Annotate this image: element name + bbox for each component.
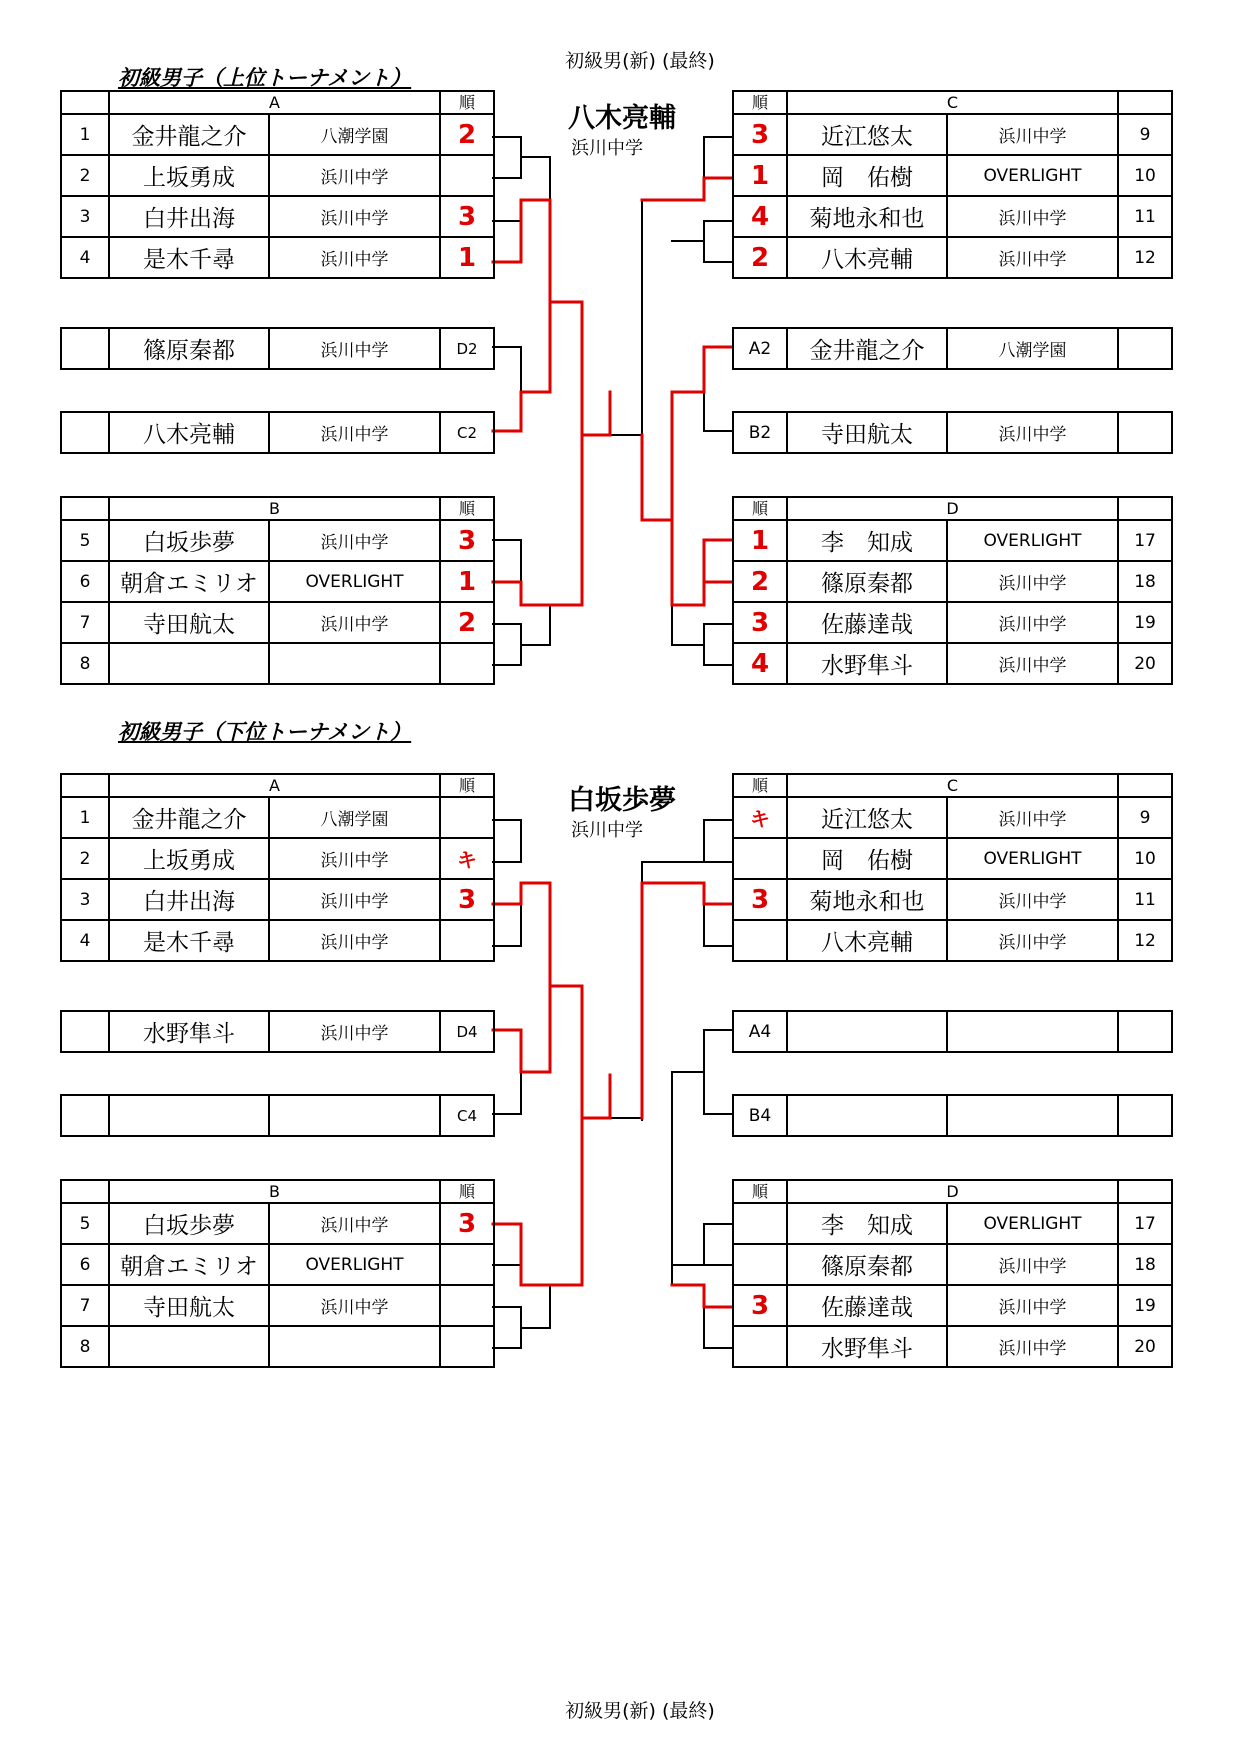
table-cell: OVERLIGHT <box>947 520 1118 561</box>
lower-b-final <box>521 1285 550 1328</box>
upper-group-a <box>60 90 495 279</box>
lower-wild-l1 <box>60 1010 495 1053</box>
lower-wild-pair <box>493 1030 521 1114</box>
table-cell: 水野隼斗 <box>787 643 947 684</box>
table-cell: 浜川中学 <box>947 114 1118 155</box>
table-cell: 3 <box>61 196 109 237</box>
table-cell: B <box>109 1180 440 1203</box>
table-row <box>61 797 494 838</box>
table-cell: 9 <box>1118 797 1172 838</box>
lower-group-c <box>732 773 1173 962</box>
table-cell <box>787 1095 947 1136</box>
lower-a-pair2 <box>493 904 521 946</box>
table-cell: 18 <box>1118 561 1172 602</box>
table-cell: 浜川中学 <box>269 879 440 920</box>
table-cell <box>1118 412 1172 453</box>
table-cell: 菊地永和也 <box>787 196 947 237</box>
table-cell: 白井出海 <box>109 196 269 237</box>
table-cell <box>440 797 494 838</box>
table-cell: B4 <box>733 1095 787 1136</box>
table-cell <box>733 920 787 961</box>
upper-title: 初級男子（上位トーナメント） <box>118 66 412 90</box>
lower-d-adv <box>672 1285 732 1307</box>
table-cell: 20 <box>1118 643 1172 684</box>
table-row <box>61 1203 494 1244</box>
table-cell: D <box>787 1180 1118 1203</box>
table-cell: 八潮学園 <box>947 328 1118 369</box>
upper-b-pair2 <box>493 624 521 665</box>
table-row <box>733 879 1172 920</box>
table-cell: 浜川中学 <box>947 920 1118 961</box>
table-cell <box>440 643 494 684</box>
table-cell: 浜川中学 <box>947 561 1118 602</box>
table-row <box>61 237 494 278</box>
lower-winner-name: 白坂歩夢 <box>568 785 676 816</box>
upper-c-pair1 <box>704 137 732 178</box>
table-cell <box>733 1203 787 1244</box>
table-row <box>733 1180 1172 1203</box>
table-cell: キ <box>440 838 494 879</box>
table-cell: 岡 佑樹 <box>787 155 947 196</box>
table-cell: 浜川中学 <box>947 1326 1118 1367</box>
lower-group-d <box>732 1179 1173 1368</box>
table-cell <box>61 412 109 453</box>
table-cell: OVERLIGHT <box>269 561 440 602</box>
table-cell: 浜川中学 <box>269 412 440 453</box>
table-cell: 浜川中学 <box>269 328 440 369</box>
table-row <box>733 920 1172 961</box>
table-cell: 佐藤達哉 <box>787 1285 947 1326</box>
table-row <box>733 1095 1172 1136</box>
table-cell: 17 <box>1118 520 1172 561</box>
table-row <box>733 838 1172 879</box>
lower-wild-r2 <box>732 1094 1173 1137</box>
table-cell: 白坂歩夢 <box>109 1203 269 1244</box>
lower-group-b <box>60 1179 495 1368</box>
table-cell: 1 <box>733 155 787 196</box>
table-cell: 4 <box>61 920 109 961</box>
upper-c-pair2 <box>704 221 732 262</box>
table-cell <box>440 155 494 196</box>
table-cell: 順 <box>733 497 787 520</box>
table-cell: B <box>109 497 440 520</box>
table-cell: D4 <box>440 1011 494 1052</box>
table-cell: 浜川中学 <box>269 520 440 561</box>
table-cell <box>269 1095 440 1136</box>
upper-winner-school: 浜川中学 <box>571 138 643 159</box>
table-cell: 白井出海 <box>109 879 269 920</box>
table-cell: 八木亮輔 <box>109 412 269 453</box>
table-cell <box>733 1326 787 1367</box>
upper-winner-name: 八木亮輔 <box>568 103 676 134</box>
table-cell: 浜川中学 <box>947 879 1118 920</box>
group-label: A <box>109 91 440 114</box>
table-row <box>61 412 494 453</box>
table-cell <box>1118 91 1172 114</box>
table-cell: 金井龍之介 <box>109 114 269 155</box>
table-row <box>733 561 1172 602</box>
table-cell <box>1118 1180 1172 1203</box>
table-cell: 朝倉エミリオ <box>109 561 269 602</box>
table-cell: 近江悠太 <box>787 797 947 838</box>
table-cell: 18 <box>1118 1244 1172 1285</box>
table-cell: C2 <box>440 412 494 453</box>
table-cell: 10 <box>1118 155 1172 196</box>
page-footer: 初級男(新) (最終) <box>565 1700 715 1722</box>
lower-wild-l2 <box>60 1094 495 1137</box>
table-cell: 2 <box>440 114 494 155</box>
table-cell: 浜川中学 <box>947 643 1118 684</box>
upper-d-adv <box>642 435 732 605</box>
table-cell: 11 <box>1118 879 1172 920</box>
table-row <box>733 114 1172 155</box>
table-cell: 篠原秦都 <box>787 561 947 602</box>
table-row <box>733 1326 1172 1367</box>
table-row <box>733 1244 1172 1285</box>
table-cell: 水野隼斗 <box>109 1011 269 1052</box>
table-cell: 篠原秦都 <box>787 1244 947 1285</box>
table-cell: 朝倉エミリオ <box>109 1244 269 1285</box>
table-cell <box>440 1326 494 1367</box>
table-cell: 1 <box>440 561 494 602</box>
table-cell: 7 <box>61 602 109 643</box>
table-cell <box>1118 1011 1172 1052</box>
table-cell: 是木千尋 <box>109 920 269 961</box>
upper-wild-r2 <box>732 411 1173 454</box>
table-row <box>61 196 494 237</box>
table-row <box>733 91 1172 114</box>
table-cell: 1 <box>61 114 109 155</box>
upper-a-pair2 <box>493 221 521 262</box>
lower-d-pair2 <box>704 1307 732 1348</box>
table-cell <box>440 1285 494 1326</box>
table-cell <box>109 1095 269 1136</box>
table-row <box>61 1180 494 1203</box>
table-cell <box>440 920 494 961</box>
upper-d-final <box>672 605 704 645</box>
table-row <box>61 920 494 961</box>
table-row <box>733 774 1172 797</box>
upper-wild-l2 <box>60 411 495 454</box>
table-cell: 5 <box>61 1203 109 1244</box>
table-cell <box>61 774 109 797</box>
lower-a-pair1 <box>493 820 521 862</box>
table-cell: 寺田航太 <box>787 412 947 453</box>
table-cell: 白坂歩夢 <box>109 520 269 561</box>
table-row <box>61 1285 494 1326</box>
upper-wild-r <box>704 347 732 431</box>
table-cell: 浜川中学 <box>269 838 440 879</box>
table-cell: 2 <box>61 838 109 879</box>
table-cell <box>61 91 109 114</box>
table-cell: 3 <box>440 879 494 920</box>
table-cell: 4 <box>733 196 787 237</box>
table-cell <box>1118 497 1172 520</box>
upper-a-pair1 <box>493 137 521 178</box>
upper-wild-pair <box>493 347 521 431</box>
table-row <box>61 520 494 561</box>
table-cell: 3 <box>440 196 494 237</box>
table-cell: 順 <box>440 1180 494 1203</box>
table-cell <box>1118 774 1172 797</box>
table-row <box>733 497 1172 520</box>
table-cell: 浜川中学 <box>947 797 1118 838</box>
table-cell: 浜川中学 <box>269 1011 440 1052</box>
table-row <box>61 643 494 684</box>
table-cell: 浜川中学 <box>947 412 1118 453</box>
table-row <box>733 1011 1172 1052</box>
table-cell: OVERLIGHT <box>947 1203 1118 1244</box>
table-cell: 2 <box>733 237 787 278</box>
table-cell <box>61 1095 109 1136</box>
table-cell <box>1118 1095 1172 1136</box>
upper-a-final-stub <box>521 157 550 302</box>
table-row <box>733 520 1172 561</box>
table-cell: 3 <box>733 879 787 920</box>
table-cell <box>1118 328 1172 369</box>
upper-d-pair1 <box>704 540 732 582</box>
table-cell: 篠原秦都 <box>109 328 269 369</box>
table-cell: 1 <box>61 797 109 838</box>
table-cell: 9 <box>1118 114 1172 155</box>
lower-b-adv <box>493 1118 582 1285</box>
table-cell: C <box>787 91 1118 114</box>
table-cell: A2 <box>733 328 787 369</box>
table-cell: OVERLIGHT <box>947 838 1118 879</box>
table-cell: 順 <box>733 1180 787 1203</box>
table-row <box>733 797 1172 838</box>
table-cell: 2 <box>733 561 787 602</box>
table-cell: 10 <box>1118 838 1172 879</box>
table-row <box>733 155 1172 196</box>
upper-b-pair1 <box>493 540 521 582</box>
table-cell: D2 <box>440 328 494 369</box>
table-cell: 3 <box>733 114 787 155</box>
table-cell: 浜川中学 <box>947 237 1118 278</box>
page-header: 初級男(新) (最終) <box>565 50 715 72</box>
table-cell: 3 <box>440 1203 494 1244</box>
table-cell: 12 <box>1118 237 1172 278</box>
table-row <box>61 879 494 920</box>
table-cell: 佐藤達哉 <box>787 602 947 643</box>
table-row <box>733 602 1172 643</box>
lower-d-pair1 <box>704 1224 732 1265</box>
table-cell: 20 <box>1118 1326 1172 1367</box>
table-cell: 金井龍之介 <box>787 328 947 369</box>
upper-wild-l1 <box>60 327 495 370</box>
table-row <box>61 91 494 114</box>
lower-title: 初級男子（下位トーナメント） <box>118 720 412 744</box>
table-cell <box>61 1011 109 1052</box>
table-cell: 浜川中学 <box>947 1244 1118 1285</box>
table-row <box>733 328 1172 369</box>
table-row <box>61 1326 494 1367</box>
table-cell: 19 <box>1118 1285 1172 1326</box>
table-cell: 3 <box>61 879 109 920</box>
table-cell: 12 <box>1118 920 1172 961</box>
lower-c-pair2 <box>704 904 732 946</box>
table-cell: 1 <box>440 237 494 278</box>
upper-wild-r1 <box>732 327 1173 370</box>
table-cell <box>61 328 109 369</box>
table-cell <box>61 1180 109 1203</box>
table-row <box>61 602 494 643</box>
table-cell: 浜川中学 <box>269 920 440 961</box>
table-cell <box>61 497 109 520</box>
table-cell: 4 <box>733 643 787 684</box>
table-row <box>61 1095 494 1136</box>
table-cell: C4 <box>440 1095 494 1136</box>
table-row <box>61 114 494 155</box>
table-row <box>733 412 1172 453</box>
lower-b-pair1 <box>493 1224 521 1265</box>
table-row <box>733 1285 1172 1326</box>
table-cell: 浜川中学 <box>947 602 1118 643</box>
table-cell: 1 <box>733 520 787 561</box>
table-cell: 5 <box>61 520 109 561</box>
table-row <box>61 497 494 520</box>
upper-b-final-stub <box>521 605 550 645</box>
table-cell: 3 <box>440 520 494 561</box>
lower-wild-r1 <box>732 1010 1173 1053</box>
table-cell: 近江悠太 <box>787 114 947 155</box>
table-cell: 浜川中学 <box>269 155 440 196</box>
table-cell: C <box>787 774 1118 797</box>
table-row <box>733 643 1172 684</box>
table-cell: 7 <box>61 1285 109 1326</box>
table-cell: 浜川中学 <box>947 196 1118 237</box>
table-cell: 3 <box>733 602 787 643</box>
table-cell: 8 <box>61 643 109 684</box>
upper-b-adv <box>493 435 582 605</box>
table-cell: 17 <box>1118 1203 1172 1244</box>
table-row <box>733 237 1172 278</box>
table-cell: 6 <box>61 561 109 602</box>
rank-header: 順 <box>440 91 494 114</box>
table-cell: 八潮学園 <box>269 797 440 838</box>
table-cell <box>947 1095 1118 1136</box>
table-row <box>61 561 494 602</box>
table-cell: 順 <box>440 774 494 797</box>
table-row <box>61 774 494 797</box>
table-cell <box>269 1326 440 1367</box>
table-cell <box>733 838 787 879</box>
upper-d-pair2 <box>704 624 732 665</box>
table-cell: 3 <box>733 1285 787 1326</box>
table-cell: 菊地永和也 <box>787 879 947 920</box>
table-cell: 八木亮輔 <box>787 920 947 961</box>
table-cell: B2 <box>733 412 787 453</box>
table-cell: 順 <box>440 497 494 520</box>
table-cell: 2 <box>61 155 109 196</box>
table-row <box>733 196 1172 237</box>
lower-c-adv <box>642 883 732 1000</box>
table-cell <box>269 643 440 684</box>
table-cell: 寺田航太 <box>109 602 269 643</box>
table-cell: 8 <box>61 1326 109 1367</box>
table-cell: A4 <box>733 1011 787 1052</box>
table-cell: 上坂勇成 <box>109 838 269 879</box>
table-cell: 寺田航太 <box>109 1285 269 1326</box>
table-cell: D <box>787 497 1118 520</box>
table-cell: 李 知成 <box>787 520 947 561</box>
lower-c-pair1 <box>704 820 732 862</box>
upper-group-d <box>732 496 1173 685</box>
table-cell: 順 <box>733 774 787 797</box>
table-cell <box>733 1244 787 1285</box>
table-cell: キ <box>733 797 787 838</box>
table-cell <box>947 1011 1118 1052</box>
upper-group-c <box>732 90 1173 279</box>
lower-group-a <box>60 773 495 962</box>
table-row <box>61 1244 494 1285</box>
table-cell: 浜川中学 <box>947 1285 1118 1326</box>
table-cell: 11 <box>1118 196 1172 237</box>
table-cell: 上坂勇成 <box>109 155 269 196</box>
table-cell: 19 <box>1118 602 1172 643</box>
table-cell: A <box>109 774 440 797</box>
lower-wild-adv <box>493 986 550 1072</box>
table-row <box>61 838 494 879</box>
table-cell: 八木亮輔 <box>787 237 947 278</box>
table-cell: 浜川中学 <box>269 1285 440 1326</box>
table-cell: 浜川中学 <box>269 196 440 237</box>
upper-wild-r-adv <box>672 347 732 605</box>
table-row <box>61 328 494 369</box>
table-cell: 岡 佑樹 <box>787 838 947 879</box>
table-cell: 2 <box>440 602 494 643</box>
table-cell: 李 知成 <box>787 1203 947 1244</box>
table-cell: 是木千尋 <box>109 237 269 278</box>
table-cell: 金井龍之介 <box>109 797 269 838</box>
table-cell: 八潮学園 <box>269 114 440 155</box>
table-cell: OVERLIGHT <box>947 155 1118 196</box>
lower-wild-r <box>672 1030 732 1285</box>
table-cell: 4 <box>61 237 109 278</box>
table-cell: 浜川中学 <box>269 237 440 278</box>
table-cell: 6 <box>61 1244 109 1285</box>
lower-winner-school: 浜川中学 <box>571 820 643 841</box>
table-row <box>61 155 494 196</box>
table-cell: 水野隼斗 <box>787 1326 947 1367</box>
upper-c-adv <box>642 178 732 200</box>
table-cell: 浜川中学 <box>269 602 440 643</box>
lower-a-final <box>521 883 550 986</box>
table-cell <box>787 1011 947 1052</box>
table-cell <box>109 1326 269 1367</box>
table-row <box>733 1203 1172 1244</box>
upper-group-b <box>60 496 495 685</box>
table-cell: 浜川中学 <box>269 1203 440 1244</box>
table-cell <box>440 1244 494 1285</box>
table-row <box>61 1011 494 1052</box>
table-cell <box>109 643 269 684</box>
table-cell: 順 <box>733 91 787 114</box>
table-cell: OVERLIGHT <box>269 1244 440 1285</box>
lower-b-pair2 <box>493 1307 521 1348</box>
